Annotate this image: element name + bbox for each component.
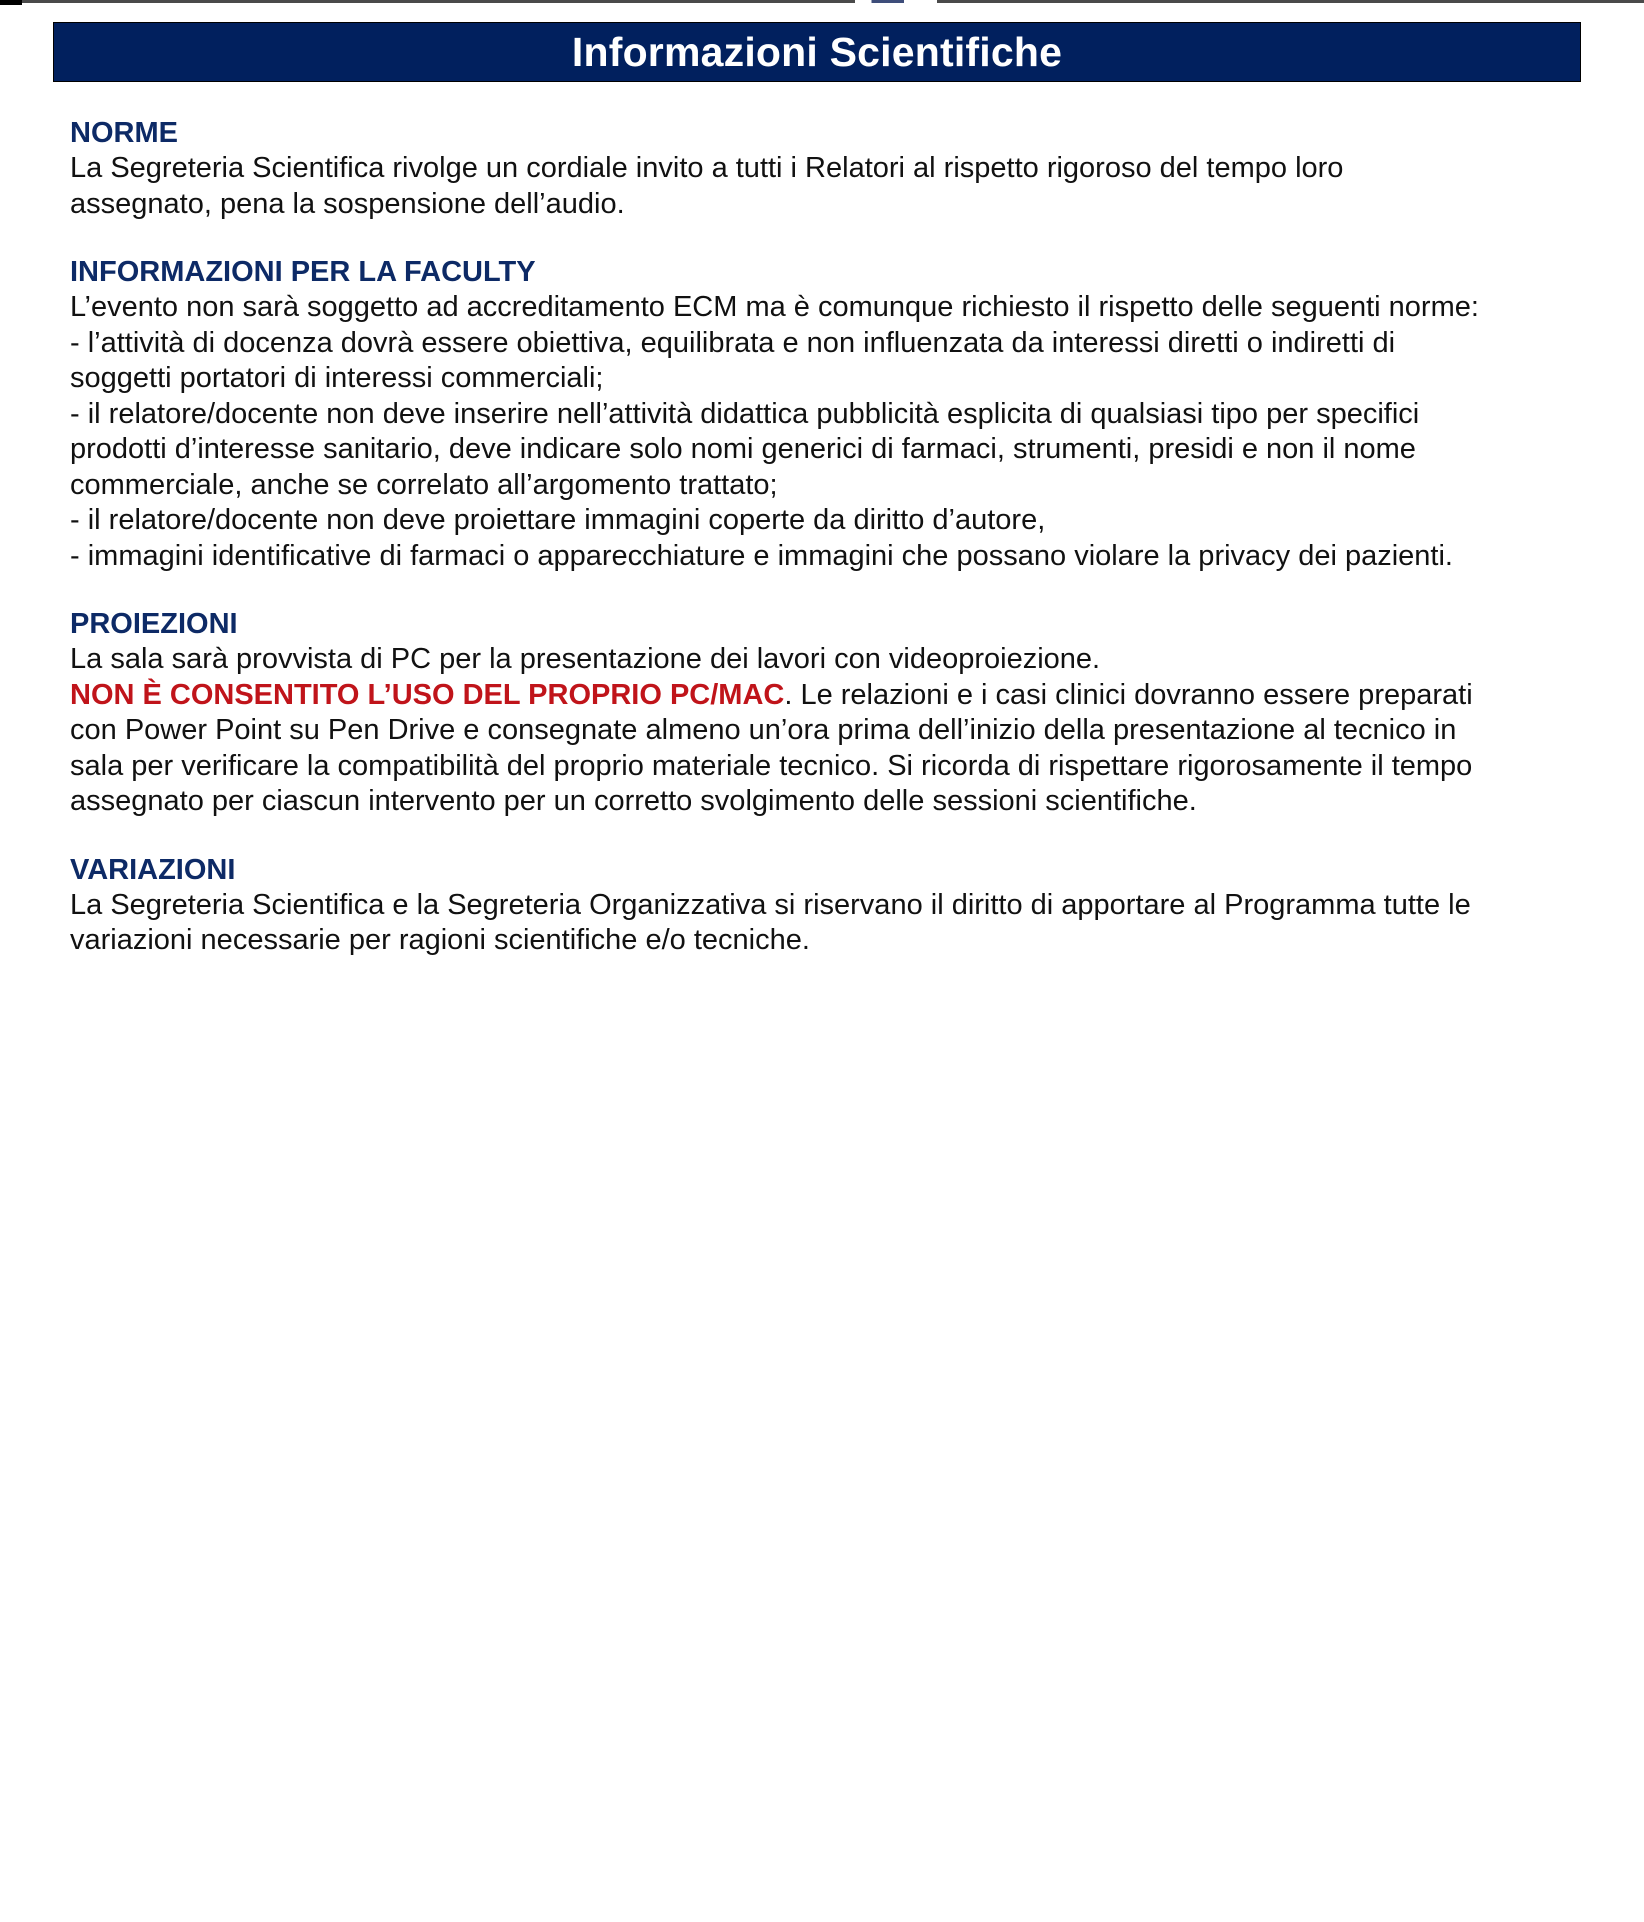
top-border-line (0, 0, 1644, 3)
section-heading-proiezioni: PROIEZIONI (70, 608, 238, 640)
section-text-proiezioni-body (70, 678, 1590, 820)
section-heading-faculty: INFORMAZIONI PER LA FACULTY (70, 256, 536, 288)
section-norme (70, 116, 1590, 222)
section-text-proiezioni-intro: La sala sarà provvista di PC per la presentazione dei lavori con videoproiezione. (70, 643, 1101, 675)
section-text-variazioni: La Segreteria Scientifica e la Segreteria Organizzativa si riservano il diritto di apportare al Programma tutte le variazioni necessarie per ragioni scientifiche e/o tecniche. (70, 888, 1471, 956)
section-proiezioni (70, 607, 1590, 820)
section-faculty (70, 255, 1590, 574)
title-banner (53, 22, 1581, 82)
warning-no-personal-pc: NON È CONSENTITO L’USO DEL PROPRIO PC/MAC (70, 678, 785, 711)
section-text-faculty: L’evento non sarà soggetto ad accreditamento ECM ma è comunque richiesto il rispetto delle seguenti norme: - l’attività di docenza dovrà essere obiettiva, equilibrata e non influenzata da interessi diretti o indiretti di soggetti portatori di interessi commerciali; - il relatore/docente non deve inserire nell’attività didattica pubblicità esplicita di qualsiasi tipo per specifici prodotti d’interesse sanitario, deve indicare solo nomi generici di farmaci, strumenti, presidi e non il nome commerciale, anche se correlato all’argomento trattato; - il relatore/docente non deve proiettare immagini coperte da diritto d’autore, - immagini identificative di farmaci o apparecchiature e immagini che possano violare la privacy dei pazienti. (70, 291, 1479, 572)
top-corner-mark (0, 0, 22, 5)
document-body (70, 116, 1590, 992)
section-heading-norme: NORME (70, 117, 178, 149)
section-heading-variazioni: VARIAZIONI (70, 853, 236, 886)
page-title: Informazioni Scientifiche (571, 28, 1063, 75)
section-text-norme: La Segreteria Scientifica rivolge un cordiale invito a tutti i Relatori al rispetto rigoroso del tempo loro assegnato, pena la sospensione dell’audio. (70, 152, 1344, 220)
section-variazioni (70, 853, 1590, 959)
section-text-proiezioni-rest: . Le relazioni e i casi clinici dovranno essere preparati con Power Point su Pen Drive e consegnate almeno un’ora prima dell’inizio della presentazione al tecnico in sala per verificare la compatibilità del proprio materiale tecnico. Si ricorda di rispettare rigorosamente il tempo assegnato per ciascun intervento per un corretto svolgimento delle sessioni scientifiche. (70, 678, 1473, 817)
